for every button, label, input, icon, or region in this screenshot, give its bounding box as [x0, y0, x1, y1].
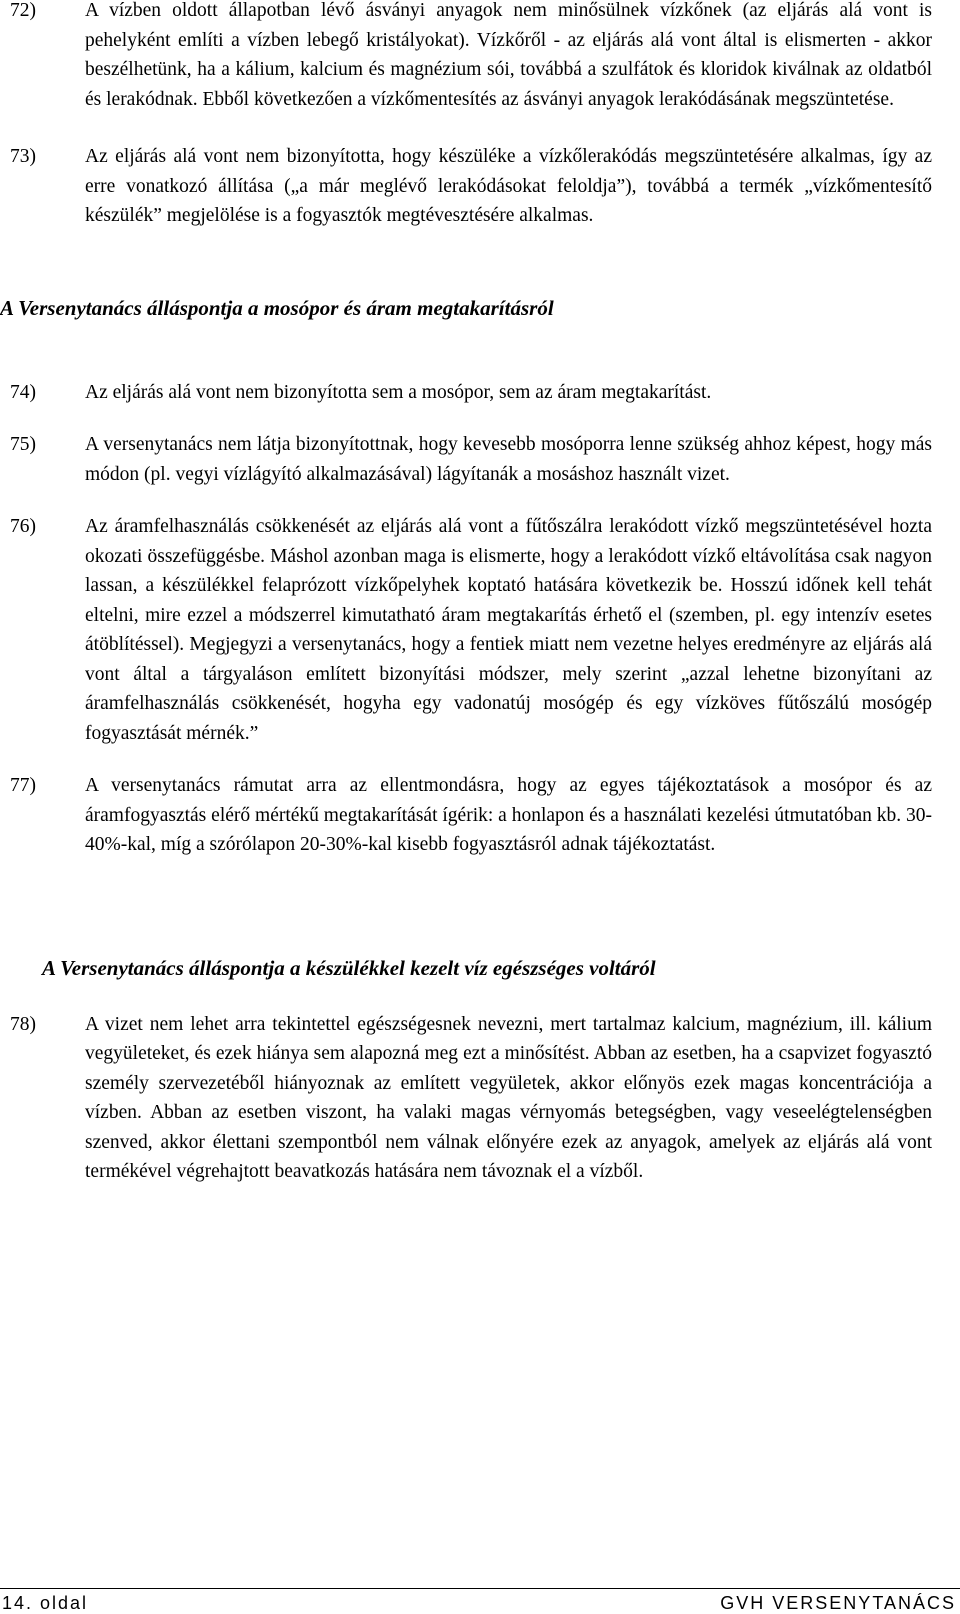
paragraph-73: [0, 142, 960, 231]
paragraph-76: [0, 512, 960, 748]
paragraph-number: 74): [10, 381, 36, 403]
paragraph-text: A vizet nem lehet arra tekintettel egészségesnek nevezni, mert tartalmaz kalcium, magnézium, ill. kálium vegyületeket, és ezek hiánya sem alapozná meg ezt a minősítést. Abban az esetben, ha a csapvizet fogyasztó személy szervezetéből hiányoznak az említett vegyületek, akkor előnyös ezek magas koncentrációja a vízben. Abban az esetben viszont, ha valaki magas vérnyomás betegségben, vagy veseelégtelenségben szenved, akkor élettani szempontból nem válnak előnyére ezek az anyagok, amelyek az eljárás alá vont termékével végrehajtott beavatkozás hatására nem távoznak el a vízből.: [85, 1013, 932, 1182]
paragraph-78: [0, 1010, 960, 1187]
paragraph-77: [0, 771, 960, 860]
section-heading: A Versenytanács álláspontja a készülékkel kezelt víz egészséges voltáról: [42, 955, 656, 980]
section-heading: A Versenytanács álláspontja a mosópor és áram megtakarításról: [0, 295, 554, 320]
paragraph-text: Az eljárás alá vont nem bizonyította sem a mosópor, sem az áram megtakarítást.: [85, 381, 712, 403]
paragraph-text: A versenytanács nem látja bizonyítottnak, hogy kevesebb mosóporra lenne szükség ahhoz képest, hogy más módon (pl. vegyi vízlágyító alkalmazásával) lágyítanák a mosáshoz használt vizet.: [85, 434, 932, 485]
organization-label: GVH VERSENYTANÁCS: [720, 1593, 956, 1613]
paragraph-74: [0, 378, 960, 408]
paragraph-number: 77): [10, 775, 36, 796]
page-number-label: 14. oldal: [2, 1593, 89, 1613]
paragraph-text: A versenytanács rámutat arra az ellentmondásra, hogy az egyes tájékoztatások a mosópor és az áramfogyasztás elérő mértékű megtakarítását ígérik: a honlapon és a használati kezelési útmutatóban kb. 30-40%-kal, míg a szórólapon 20-30%-kal kisebb fogyasztásról adnak tájékoztatást.: [85, 775, 932, 855]
paragraph-number: 72): [10, 0, 36, 21]
paragraph-number: 78): [10, 1013, 36, 1035]
paragraph-number: 75): [10, 434, 36, 455]
paragraph-number: 73): [10, 146, 36, 167]
paragraph-text: A vízben oldott állapotban lévő ásványi anyagok nem minősülnek vízkőnek (az eljárás alá vont is pehelyként említi a vízben lebegő kristályokat). Vízkőről - az eljárás alá vont által is elismerten - akkor beszélhetünk, ha a kálium, kalcium és magnézium sói, továbbá a szulfátok és kloridok kiválnak az oldatból és lerakódnak. Ebből következően a vízkőmentesítés az ásványi anyagok lerakódásának megszüntetése.: [85, 0, 932, 110]
paragraph-text: Az eljárás alá vont nem bizonyította, hogy készüléke a vízkőlerakódás megszüntetésére alkalmas, így az erre vonatkozó állítása („a már meglévő lerakódásokat feloldja”), továbbá a termék „vízkőmentesítő készülék” megjelölése is a fogyasztók megtévesztésére alkalmas.: [85, 146, 932, 226]
footer-divider: [0, 1588, 960, 1589]
paragraph-number: 76): [10, 516, 36, 537]
paragraph-72: [0, 0, 960, 114]
page-footer: [0, 1588, 960, 1613]
paragraph-75: [0, 430, 960, 489]
paragraph-text: Az áramfelhasználás csökkenését az eljárás alá vont a fűtőszálra lerakódott vízkő megszüntetésével hozta okozati összefüggésbe. Máshol azonban maga is elismerte, hogy a lerakódott vízkő eltávolítása csak nagyon lassan, a készülékkel felaprózott vízkőpelyhek koptató hatására következik be. Hosszú időnek kell tehát eltelni, mire ezzel a módszerrel kimutatható áram megtakarítás érhető el (szemben, pl. egy intenzív esetes átöblítéssel). Megjegyzi a versenytanács, hogy a fentiek miatt nem vezetne helyes eredményre az eljárás alá vont által a tárgyaláson említett bizonyítási módszer, mely szerint „azzal lehetne bizonyítani az áramfelhasználás csökkenését, hogyha egy vadonatúj mosógép és egy vízköves fűtőszálú mosógép fogyasztását mérnék.”: [85, 516, 932, 744]
